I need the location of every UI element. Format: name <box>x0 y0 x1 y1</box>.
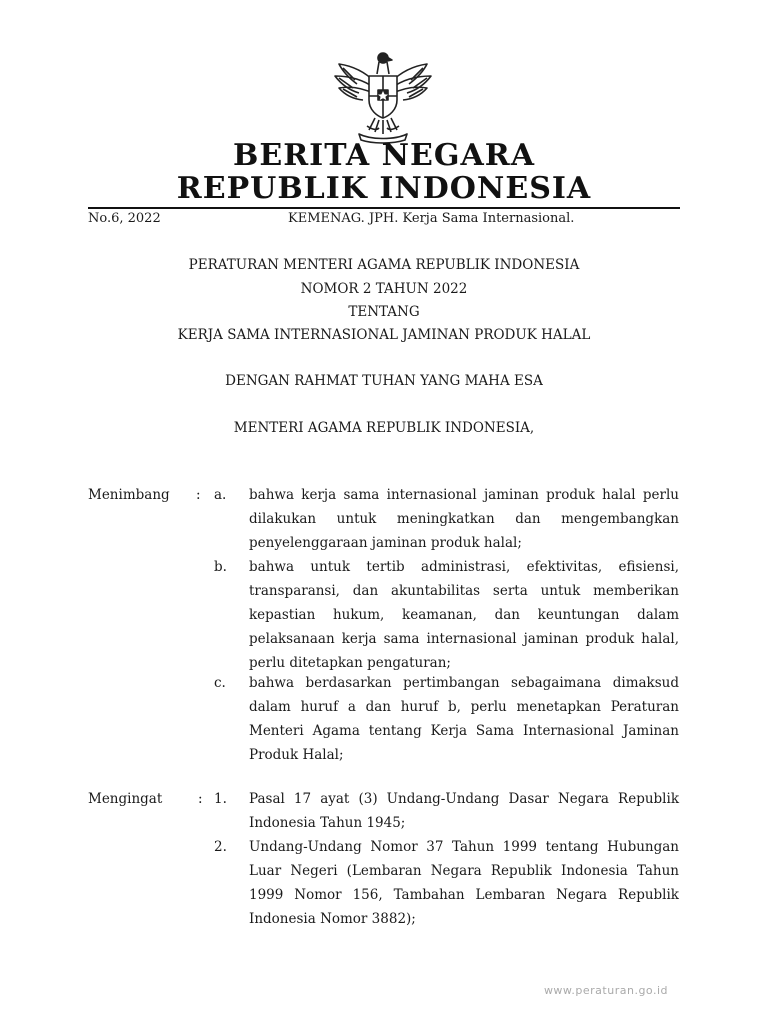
menimbang-colon: : <box>196 487 201 503</box>
menimbang-item-text: bahwa berdasarkan pertimbangan sebagaimana dimaksud dalam huruf a dan huruf b, perlu menetapkan Peraturan Menteri Agama tentang Kerja Sama Internasional Jaminan Produk Halal; <box>249 675 679 763</box>
issue-subject: KEMENAG. JPH. Kerja Sama Internasional. <box>288 211 575 226</box>
invocation: DENGAN RAHMAT TUHAN YANG MAHA ESA <box>225 373 543 389</box>
mengingat-item-text: Pasal 17 ayat (3) Undang-Undang Dasar Negara Republik Indonesia Tahun 1945; <box>249 791 679 831</box>
masthead-line-1: BERITA NEGARA <box>233 138 535 173</box>
mengingat-label: Mengingat <box>88 791 163 807</box>
menimbang-item-marker: c. <box>214 675 226 691</box>
watermark-link[interactable]: www.peraturan.go.id <box>543 984 668 997</box>
issue-number: No.6, 2022 <box>88 211 161 226</box>
regulation-title-line-2: NOMOR 2 TAHUN 2022 <box>300 281 468 297</box>
mengingat-item-text: Undang-Undang Nomor 37 Tahun 1999 tentang Hubungan Luar Negeri (Lembaran Negara Republik Indonesia Tahun 1999 Nomor 156, Tambahan Lembaran Negara Republik Indonesia Nomor 3882); <box>249 839 679 927</box>
menimbang-label: Menimbang <box>88 487 170 503</box>
menimbang-item-marker: b. <box>214 559 227 575</box>
regulation-title-line-4: KERJA SAMA INTERNASIONAL JAMINAN PRODUK HALAL <box>177 327 591 343</box>
regulation-title-line-1: PERATURAN MENTERI AGAMA REPUBLIK INDONESIA <box>188 257 580 273</box>
masthead-line-2: REPUBLIK INDONESIA <box>176 171 592 206</box>
menimbang-item-text: bahwa untuk tertib administrasi, efektivitas, efisiensi, transparansi, dan akuntabilitas serta untuk memberikan kepastian hukum, keamanan, dan keuntungan dalam pelaksanaan kerja sama internasional jaminan produk halal, perlu ditetapkan pengaturan; <box>249 559 679 671</box>
menimbang-item-marker: a. <box>214 487 227 503</box>
header-rule <box>88 207 680 209</box>
garuda-emblem-icon <box>329 48 437 144</box>
mengingat-colon: : <box>198 791 203 807</box>
mengingat-item-marker: 2. <box>214 839 227 855</box>
menimbang-item-text: bahwa kerja sama internasional jaminan produk halal perlu dilakukan untuk meningkatkan dan mengembangkan penyelenggaraan jaminan produk halal; <box>249 487 679 551</box>
regulation-title-line-3: TENTANG <box>348 304 420 320</box>
authority: MENTERI AGAMA REPUBLIK INDONESIA, <box>233 420 535 436</box>
mengingat-item-marker: 1. <box>214 791 227 807</box>
